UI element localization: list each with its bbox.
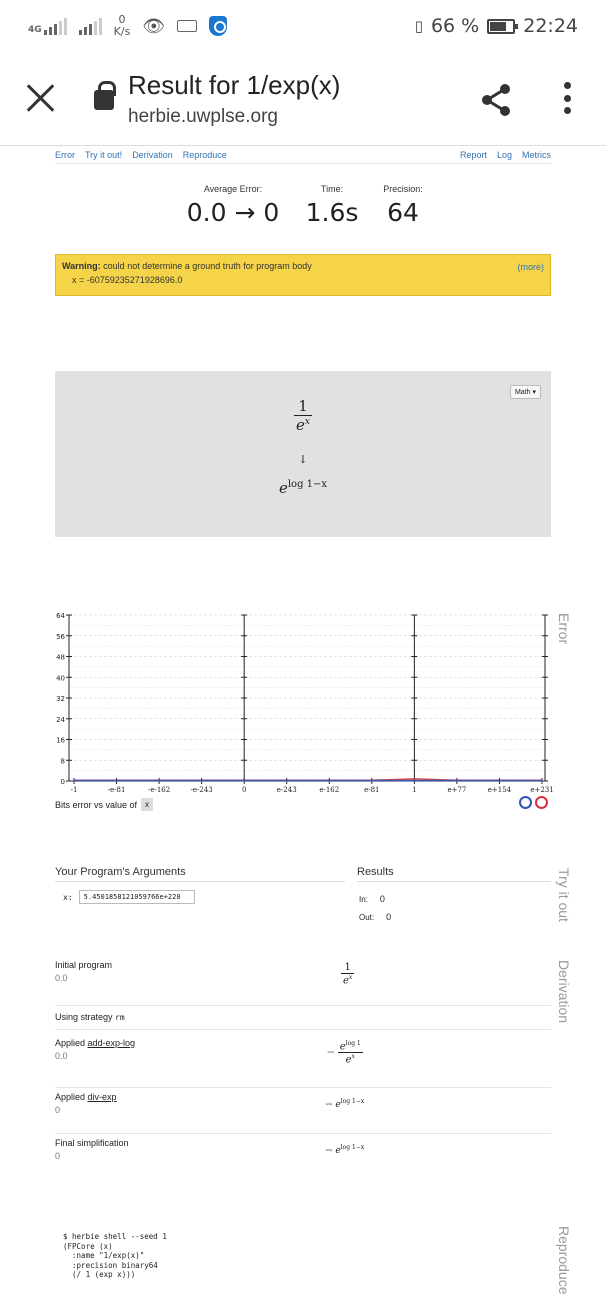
warning-box — [55, 254, 551, 296]
share-icon[interactable] — [478, 82, 514, 118]
side-label-error: Error — [556, 613, 572, 645]
step1-num-e: e — [339, 1041, 346, 1053]
step2-expr — [325, 1098, 364, 1110]
try-it-out-section — [55, 866, 551, 922]
vibrate-icon: ▯ — [414, 17, 423, 35]
step1-error: 0.0 — [55, 1051, 68, 1061]
chart-xlabel: Bits error vs value of — [55, 799, 138, 810]
derivation-initial — [55, 960, 551, 1006]
formula-den-exp: x — [304, 417, 310, 427]
result-out-value: 0 — [386, 912, 392, 922]
signal-icon — [79, 17, 102, 35]
final-exp: log 1−x — [340, 1144, 365, 1151]
result-in-row — [359, 894, 385, 904]
chart-y-tick-label: 48 — [56, 653, 65, 662]
step2-exp: log 1−x — [340, 1098, 365, 1105]
math-display — [55, 371, 551, 537]
final-simplification-error: 0 — [55, 1151, 61, 1161]
nav-derivation[interactable]: Derivation — [132, 150, 173, 160]
step1-den-e: e — [345, 1054, 352, 1066]
initial-program-title: Initial program — [55, 960, 113, 970]
net-speed-value: 0 — [118, 13, 126, 26]
step2-arrow-icon: ⇝ — [325, 1100, 333, 1110]
top-nav — [55, 146, 551, 164]
result-in-value: 0 — [379, 894, 385, 904]
status-bar — [0, 0, 606, 52]
chart-x-tick-label: e+154 — [487, 786, 512, 794]
argument-name: x: — [63, 892, 73, 902]
final-simplification-title: Final simplification — [55, 1138, 129, 1148]
nav-report[interactable]: Report — [459, 150, 487, 160]
step1-arrow-icon: ⇝ — [327, 1047, 335, 1058]
math-format-dropdown[interactable]: Math ▾ — [510, 385, 541, 399]
time-value: 1.6s — [305, 198, 359, 227]
chart-data-point — [73, 780, 75, 782]
step1-num-exp: log 1 — [345, 1040, 361, 1047]
side-label-reproduce: Reproduce — [556, 1226, 572, 1295]
step1-expr — [327, 1040, 363, 1066]
average-error-value: 0.0 → 0 — [186, 198, 280, 227]
chart-y-tick-label: 56 — [56, 632, 65, 641]
derivation-step-1 — [55, 1038, 551, 1088]
initial-den-e: e — [343, 975, 349, 987]
precision-metric — [373, 184, 433, 227]
chart-data-point — [116, 780, 118, 782]
chart-data-point — [243, 780, 245, 782]
down-arrow-icon: ↓ — [298, 453, 308, 466]
chart-data-point — [499, 780, 501, 782]
step2-rule-link[interactable]: div-exp — [87, 1092, 117, 1102]
step1-rule-link[interactable]: add-exp-log — [87, 1038, 136, 1048]
chart-y-tick-label: 8 — [60, 757, 65, 766]
step1-prefix: Applied — [55, 1038, 88, 1048]
chart-y-tick-label: 64 — [56, 612, 65, 620]
derivation-final — [55, 1138, 551, 1178]
formula-den-base: e — [296, 416, 305, 434]
battery-icon — [487, 19, 515, 34]
warning-more-link[interactable]: (more) — [517, 262, 544, 272]
blue-series-toggle[interactable] — [519, 796, 532, 809]
eye-icon: 👁 — [142, 15, 166, 37]
initial-num: 1 — [341, 962, 354, 974]
chart-x-tick-label: e-162 — [319, 786, 340, 794]
chart-caption — [55, 798, 153, 811]
chart-x-tick-label: 0 — [241, 786, 247, 794]
chart-y-tick-label: 40 — [56, 674, 65, 683]
nav-log[interactable]: Log — [496, 150, 512, 160]
strategy-name: rm — [115, 1013, 125, 1022]
chart-x-tick-label: e+77 — [447, 786, 467, 794]
reproduce-code: $ herbie shell --seed 1 (FPCore (x) :name "1/exp(x)" :precision binary64 (/ 1 (exp x))) — [63, 1232, 167, 1279]
final-expr — [325, 1144, 364, 1156]
chart-x-tick-label: e-81 — [364, 786, 380, 794]
result-in-label: In: — [359, 895, 368, 904]
warning-message: could not determine a ground truth for program body — [100, 261, 312, 271]
initial-program-error: 0.0 — [55, 973, 68, 983]
step2-e: e — [335, 1100, 341, 1110]
chart-x-tick-label: e+231 — [530, 786, 554, 794]
chart-x-tick-label: 1 — [412, 786, 417, 794]
chart-data-point — [158, 780, 160, 782]
close-icon[interactable] — [24, 82, 56, 114]
nav-error[interactable]: Error — [55, 150, 75, 160]
derivation-strategy — [55, 1012, 551, 1030]
chart-toggles — [519, 796, 548, 809]
chart-x-tick-label: -e-81 — [107, 786, 126, 794]
average-error-label: Average Error: — [203, 184, 263, 194]
lock-icon[interactable] — [94, 90, 114, 110]
more-vert-icon[interactable] — [562, 82, 572, 114]
argument-row — [63, 890, 551, 904]
warning-strong: Warning: — [62, 261, 101, 271]
chart-x-tick-label: e-243 — [276, 786, 297, 794]
error-chart — [55, 611, 554, 811]
formula-numerator: 1 — [294, 397, 312, 416]
side-label-derivation: Derivation — [556, 960, 572, 1024]
browser-toolbar — [0, 52, 606, 146]
chart-x-tick-label: -1 — [70, 786, 78, 794]
step1-den-x: x — [351, 1053, 355, 1061]
network-4g-icon — [28, 17, 67, 35]
time-label: Time: — [320, 184, 344, 194]
red-series-toggle[interactable] — [535, 796, 548, 809]
net-speed-unit: K/s — [113, 25, 131, 38]
result-out-label: Out: — [359, 913, 375, 922]
strategy-prefix: Using strategy — [55, 1012, 116, 1022]
precision-value: 64 — [387, 198, 419, 227]
chart-data-point — [414, 778, 416, 780]
step2-error: 0 — [55, 1105, 61, 1115]
hd-icon — [177, 20, 197, 32]
final-arrow-icon: ⇝ — [325, 1146, 333, 1156]
network-type-label: 4G — [28, 25, 42, 35]
argument-input[interactable]: 5.450185812105976​6e+228 — [79, 890, 195, 904]
initial-den-x: x — [348, 974, 353, 981]
chart-y-tick-label: 24 — [56, 715, 65, 724]
result-out-row — [359, 912, 391, 922]
nav-try-it-out[interactable]: Try it out! — [85, 150, 123, 160]
result-formula — [55, 479, 551, 497]
page-url[interactable]: herbie.uwplse.org — [128, 106, 278, 127]
warning-detail: x = -607592352719286​96.0 — [72, 275, 183, 285]
initial-program-expr — [341, 962, 354, 986]
precision-label: Precision: — [383, 184, 423, 194]
nav-reproduce[interactable]: Reproduce — [182, 150, 227, 160]
time-metric — [299, 184, 365, 227]
chart-y-tick-label: 32 — [56, 695, 65, 703]
side-label-try-it-out: Try it out — [556, 868, 572, 922]
shield-icon — [209, 16, 227, 36]
chart-data-point — [328, 780, 330, 782]
chart-x-tick-label: -e-162 — [147, 786, 171, 794]
chart-data-point — [201, 780, 203, 782]
chart-data-point — [286, 780, 288, 782]
chart-x-tick-label: -e-243 — [190, 786, 213, 794]
chart-y-tick-label: 0 — [60, 778, 65, 786]
page-title: Result for 1/exp(x) — [128, 70, 341, 100]
final-e: e — [335, 1146, 341, 1156]
clock: 22:24 — [523, 15, 578, 37]
derivation-step-2 — [55, 1092, 551, 1134]
arguments-heading: Your Program's Arguments — [55, 866, 345, 882]
battery-percent: 66 % — [430, 15, 480, 37]
nav-metrics[interactable]: Metrics — [522, 150, 551, 160]
average-error-metric — [181, 184, 285, 227]
result-base: e — [278, 479, 288, 497]
result-exp: log 1−x — [287, 479, 328, 490]
chart-data-point — [541, 780, 543, 782]
page-content — [55, 146, 554, 1279]
chart-variable-selector[interactable]: x — [141, 798, 153, 811]
results-heading: Results — [357, 866, 551, 882]
original-formula — [55, 397, 551, 434]
chart-y-tick-label: 16 — [56, 736, 65, 745]
chart-data-point — [414, 780, 416, 782]
chart-data-point — [456, 780, 458, 782]
net-speed — [114, 14, 131, 38]
chart-data-point — [371, 780, 373, 782]
step2-prefix: Applied — [55, 1092, 88, 1102]
